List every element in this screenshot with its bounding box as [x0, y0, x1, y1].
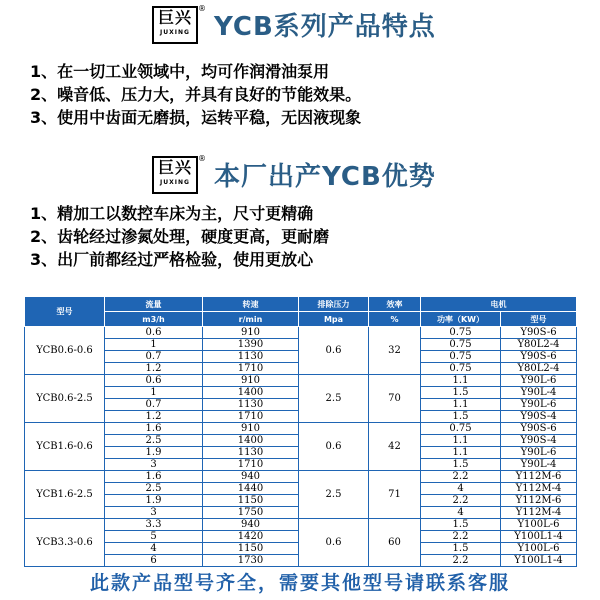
- model-cell: YCB1.6-2.5: [25, 471, 105, 519]
- speed-cell: 1150: [203, 543, 299, 555]
- motor-model-cell: Y112M-4: [501, 507, 577, 519]
- model-cell: YCB0.6-2.5: [25, 375, 105, 423]
- spec-table-body: [25, 327, 577, 567]
- model-cell: YCB0.6-0.6: [25, 327, 105, 375]
- pressure-cell: 2.5: [299, 375, 369, 423]
- flow-cell: 0.7: [105, 399, 203, 411]
- header-efficiency: 效率: [369, 297, 421, 312]
- flow-cell: 1.9: [105, 495, 203, 507]
- section1-title: YCB系列产品特点: [214, 12, 436, 42]
- power-cell: 2.2: [421, 555, 501, 567]
- motor-model-cell: Y90S-4: [501, 435, 577, 447]
- efficiency-cell: 60: [369, 519, 421, 567]
- motor-model-cell: Y80L2-4: [501, 339, 577, 351]
- speed-cell: 1730: [203, 555, 299, 567]
- header-power: 功率（KW）: [421, 312, 501, 327]
- flow-cell: 2.5: [105, 435, 203, 447]
- power-cell: 4: [421, 507, 501, 519]
- power-cell: 2.2: [421, 471, 501, 483]
- efficiency-cell: 70: [369, 375, 421, 423]
- flow-cell: 4: [105, 543, 203, 555]
- speed-cell: 1130: [203, 447, 299, 459]
- power-cell: 1.5: [421, 459, 501, 471]
- efficiency-cell: 42: [369, 423, 421, 471]
- power-cell: 0.75: [421, 363, 501, 375]
- flow-cell: 0.6: [105, 327, 203, 339]
- power-cell: 1.5: [421, 411, 501, 423]
- speed-cell: 1130: [203, 399, 299, 411]
- pressure-cell: 0.6: [299, 423, 369, 471]
- feature-item: 3、使用中齿面无磨损，运转平稳，无因液现象: [30, 108, 362, 127]
- speed-cell: 910: [203, 423, 299, 435]
- flow-cell: 0.7: [105, 351, 203, 363]
- header-eff-unit: %: [369, 312, 421, 327]
- table-row: [25, 519, 577, 531]
- pressure-cell: 2.5: [299, 471, 369, 519]
- motor-model-cell: Y80L2-4: [501, 363, 577, 375]
- flow-cell: 2.5: [105, 483, 203, 495]
- flow-cell: 3: [105, 459, 203, 471]
- header-flow-unit: m3/h: [105, 312, 203, 327]
- power-cell: 0.75: [421, 423, 501, 435]
- table-row: [25, 471, 577, 483]
- header-motor-model: 型号: [501, 312, 577, 327]
- power-cell: 4: [421, 483, 501, 495]
- motor-model-cell: Y90S-6: [501, 327, 577, 339]
- speed-cell: 1440: [203, 483, 299, 495]
- speed-cell: 1710: [203, 411, 299, 423]
- flow-cell: 1: [105, 387, 203, 399]
- advantage-item: 1、精加工以数控车床为主，尺寸更精确: [30, 204, 314, 223]
- motor-model-cell: Y90S-6: [501, 351, 577, 363]
- speed-cell: 1150: [203, 495, 299, 507]
- speed-cell: 940: [203, 471, 299, 483]
- header-speed-unit: r/min: [203, 312, 299, 327]
- power-cell: 1.5: [421, 543, 501, 555]
- speed-cell: 1390: [203, 339, 299, 351]
- flow-cell: 6: [105, 555, 203, 567]
- flow-cell: 1.9: [105, 447, 203, 459]
- flow-cell: 1.2: [105, 411, 203, 423]
- logo-cn-text: 巨兴: [157, 158, 192, 177]
- speed-cell: 1710: [203, 363, 299, 375]
- motor-model-cell: Y100L1-4: [501, 531, 577, 543]
- power-cell: 0.75: [421, 327, 501, 339]
- model-cell: YCB1.6-0.6: [25, 423, 105, 471]
- feature-item: 1、在一切工业领域中，均可作润滑油泵用: [30, 62, 330, 81]
- flow-cell: 1.6: [105, 423, 203, 435]
- spec-table: [24, 296, 577, 567]
- speed-cell: 1750: [203, 507, 299, 519]
- logo-en-text: JUXING: [160, 179, 190, 186]
- motor-model-cell: Y90L-6: [501, 447, 577, 459]
- logo-en-text: JUXING: [160, 29, 190, 36]
- motor-model-cell: Y90S-4: [501, 411, 577, 423]
- flow-cell: 3.3: [105, 519, 203, 531]
- table-row: [25, 423, 577, 435]
- spec-table-wrapper: [24, 296, 576, 567]
- model-cell: YCB3.3-0.6: [25, 519, 105, 567]
- header-flow: 流量: [105, 297, 203, 312]
- header-motor: 电机: [421, 297, 577, 312]
- registered-mark: ®: [198, 4, 206, 13]
- motor-model-cell: Y90L-6: [501, 399, 577, 411]
- speed-cell: 1710: [203, 459, 299, 471]
- motor-model-cell: Y90S-6: [501, 423, 577, 435]
- feature-list: [30, 60, 590, 129]
- speed-cell: 1420: [203, 531, 299, 543]
- power-cell: 2.2: [421, 495, 501, 507]
- speed-cell: 1400: [203, 387, 299, 399]
- power-cell: 1.1: [421, 435, 501, 447]
- flow-cell: 1.6: [105, 471, 203, 483]
- power-cell: 0.75: [421, 351, 501, 363]
- header-pressure: 排除压力: [299, 297, 369, 312]
- speed-cell: 940: [203, 519, 299, 531]
- motor-model-cell: Y90L-6: [501, 375, 577, 387]
- motor-model-cell: Y100L1-4: [501, 555, 577, 567]
- speed-cell: 910: [203, 375, 299, 387]
- flow-cell: 1.2: [105, 363, 203, 375]
- power-cell: 0.75: [421, 339, 501, 351]
- motor-model-cell: Y90L-4: [501, 387, 577, 399]
- header-speed: 转速: [203, 297, 299, 312]
- power-cell: 2.2: [421, 531, 501, 543]
- pressure-cell: 0.6: [299, 519, 369, 567]
- section2-title: 本厂出产YCB优势: [214, 162, 436, 192]
- motor-model-cell: Y112M-6: [501, 495, 577, 507]
- footer-note: 此款产品型号齐全，需要其他型号请联系客服: [89, 572, 510, 594]
- flow-cell: 5: [105, 531, 203, 543]
- efficiency-cell: 32: [369, 327, 421, 375]
- motor-model-cell: Y100L-6: [501, 519, 577, 531]
- motor-model-cell: Y112M-6: [501, 471, 577, 483]
- efficiency-cell: 71: [369, 471, 421, 519]
- motor-model-cell: Y100L-6: [501, 543, 577, 555]
- speed-cell: 1400: [203, 435, 299, 447]
- section1-header: [0, 0, 600, 50]
- advantage-list: [30, 202, 590, 271]
- flow-cell: 3: [105, 507, 203, 519]
- power-cell: 1.5: [421, 387, 501, 399]
- logo-cn-text: 巨兴: [157, 8, 192, 27]
- power-cell: 1.1: [421, 447, 501, 459]
- motor-model-cell: Y112M-4: [501, 483, 577, 495]
- advantage-item: 3、出厂前都经过严格检验，使用更放心: [30, 250, 314, 269]
- advantage-item: 2、齿轮经过渗氮处理，硬度更高，更耐磨: [30, 227, 330, 246]
- feature-item: 2、噪音低、压力大，并具有良好的节能效果。: [30, 85, 362, 104]
- section2-header: [0, 150, 600, 200]
- header-pressure-unit: Mpa: [299, 312, 369, 327]
- table-row: [25, 375, 577, 387]
- motor-model-cell: Y90L-4: [501, 459, 577, 471]
- flow-cell: 1: [105, 339, 203, 351]
- speed-cell: 910: [203, 327, 299, 339]
- power-cell: 1.1: [421, 399, 501, 411]
- brand-logo: [152, 4, 206, 44]
- power-cell: 1.1: [421, 375, 501, 387]
- header-model: 型号: [25, 297, 105, 327]
- pressure-cell: 0.6: [299, 327, 369, 375]
- brand-logo: [152, 154, 206, 194]
- registered-mark: ®: [198, 154, 206, 163]
- table-row: [25, 327, 577, 339]
- speed-cell: 1130: [203, 351, 299, 363]
- power-cell: 1.5: [421, 519, 501, 531]
- flow-cell: 0.6: [105, 375, 203, 387]
